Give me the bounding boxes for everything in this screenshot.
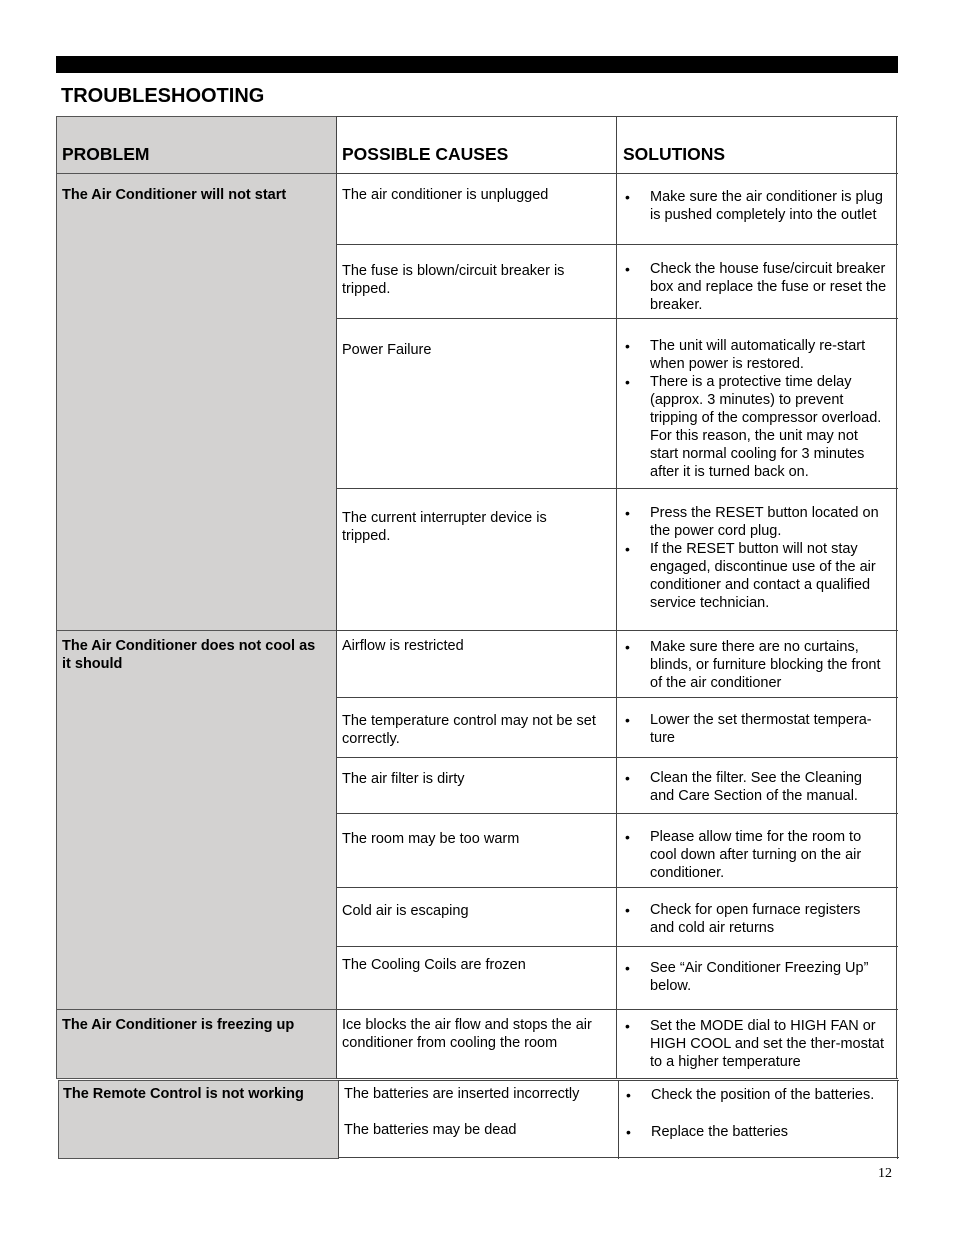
solution-item: • Clean the filter. See the Cleaning and Care Section of the manual.	[622, 769, 890, 805]
row-divider	[336, 488, 898, 489]
row-divider	[336, 318, 898, 319]
row-divider	[336, 946, 898, 947]
cause-text: Power Failure	[342, 342, 432, 358]
solution-list	[622, 337, 890, 481]
header-possible-causes: POSSIBLE CAUSES	[342, 144, 509, 164]
solution-item: • If the RESET button will not stay engaged, discontinue use of the air conditioner and contact a qualified service technician.	[622, 540, 890, 612]
solution-list	[622, 901, 884, 937]
cause-text: The Cooling Coils are frozen	[342, 957, 526, 973]
cause-text: The air filter is dirty	[342, 771, 465, 787]
column-divider-causes	[336, 116, 337, 1079]
solution-item: • Lower the set thermostat tempera-ture	[622, 711, 892, 747]
top-rule	[56, 56, 898, 73]
table-top-border	[336, 116, 898, 117]
cause-text: The temperature control may not be set correctly.	[342, 713, 596, 747]
solution-item: • Set the MODE dial to HIGH FAN or HIGH COOL and set the ther-mostat to a higher temperature	[622, 1017, 890, 1071]
row-divider	[336, 1009, 898, 1010]
column-divider-solutions	[616, 116, 617, 1079]
solution-list	[622, 828, 890, 882]
solution-list	[622, 1017, 890, 1071]
solution-item: • See “Air Conditioner Freezing Up” below.	[622, 959, 890, 995]
row-divider	[336, 697, 898, 698]
cause-text: Cold air is escaping	[342, 903, 469, 919]
table-right-border	[897, 1080, 898, 1159]
page-title: TROUBLESHOOTING	[61, 85, 265, 107]
cause-text: The fuse is blown/circuit breaker is tripped.	[342, 263, 565, 297]
solution-item: • Press the RESET button located on the power cord plug.	[622, 504, 890, 540]
page-number: 12	[878, 1166, 892, 1181]
solution-list	[622, 188, 892, 224]
problem-label: The Remote Control is not working	[63, 1086, 304, 1102]
row-divider	[336, 173, 898, 174]
solution-item: • Check the position of the batteries.	[623, 1086, 895, 1104]
row-divider	[336, 757, 898, 758]
problem-cell-1	[56, 173, 337, 631]
cause-text: The room may be too warm	[342, 831, 520, 847]
cause-text: The air conditioner is unplugged	[342, 187, 549, 203]
cause-text: The batteries may be dead	[344, 1122, 517, 1138]
table-right-border	[896, 116, 897, 1079]
column-divider-solutions	[618, 1080, 619, 1159]
solution-item: • There is a protective time delay (approx. 3 minutes) to prevent tripping of the compressor overload. For this reason, the unit may not start normal cooling for 3 minutes after it is turned back on.	[622, 373, 890, 481]
cause-text: Airflow is restricted	[342, 638, 464, 654]
row-divider	[336, 887, 898, 888]
column-divider-causes	[338, 1080, 339, 1159]
solution-item: • Make sure the air conditioner is plug is pushed completely into the outlet	[622, 188, 892, 224]
solution-list	[623, 1086, 895, 1104]
problem-label: The Air Conditioner does not cool as it should	[62, 638, 316, 672]
solution-item: • Replace the batteries	[623, 1123, 895, 1141]
table-bottom-border	[336, 1078, 898, 1079]
solution-list	[622, 260, 888, 314]
solution-item: • Make sure there are no curtains, blinds, or furniture blocking the front of the air conditioner	[622, 638, 890, 692]
solution-item: • Please allow time for the room to cool down after turning on the air conditioner.	[622, 828, 890, 882]
solution-list	[622, 504, 890, 612]
problem-label: The Air Conditioner will not start	[62, 187, 287, 203]
solution-list	[622, 711, 892, 747]
cause-text: The current interrupter device is tripped.	[342, 510, 547, 544]
cause-text: The batteries are inserted incorrectly	[344, 1086, 580, 1102]
solution-item: • Check the house fuse/circuit breaker box and replace the fuse or reset the breaker.	[622, 260, 888, 314]
row-divider	[336, 813, 898, 814]
solution-item: • Check for open furnace registers and cold air returns	[622, 901, 884, 937]
row-divider	[336, 630, 898, 631]
problem-cell-2	[56, 630, 337, 1010]
solution-list	[622, 638, 890, 692]
solution-list	[623, 1123, 895, 1141]
header-problem: PROBLEM	[62, 144, 150, 164]
solution-item: • The unit will automatically re-start when power is restored.	[622, 337, 890, 373]
solution-list	[622, 769, 890, 805]
problem-label: The Air Conditioner is freezing up	[62, 1017, 295, 1033]
solution-list	[622, 959, 890, 995]
header-solutions: SOLUTIONS	[623, 144, 726, 164]
row-divider	[336, 244, 898, 245]
cause-text: Ice blocks the air flow and stops the air conditioner from cooling the room	[342, 1017, 592, 1051]
